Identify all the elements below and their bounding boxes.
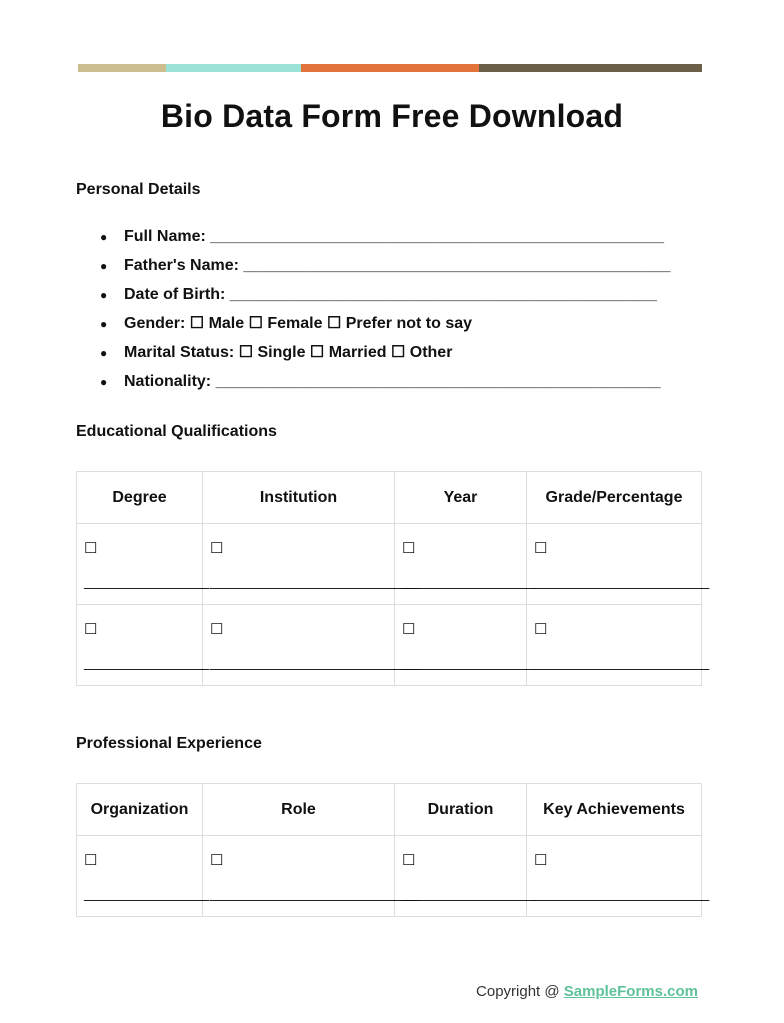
section-heading-education: Educational Qualifications (76, 423, 277, 440)
table-cell[interactable] (203, 524, 419, 605)
checkbox-icon[interactable]: ☐ (210, 621, 224, 638)
table-cell[interactable] (203, 605, 419, 686)
table-header-row (77, 784, 702, 836)
field-label: Marital Status: ☐ Single ☐ Married ☐ Other (124, 344, 453, 361)
color-bar-segment (479, 64, 702, 72)
checkbox-icon[interactable]: ☐ (534, 540, 548, 557)
bullet-icon: ● (100, 288, 108, 302)
field-label: Date of Birth: ________________________________________________ (124, 286, 657, 303)
table-row (77, 605, 702, 686)
table-cell[interactable] (527, 524, 710, 605)
column-header-key-achievements: Key Achievements (527, 784, 702, 836)
table-cell[interactable] (77, 836, 210, 917)
field-label: Nationality: __________________________________________________ (124, 373, 661, 390)
table-cell[interactable] (395, 605, 536, 686)
table-cell[interactable] (395, 524, 536, 605)
column-header-grade: Grade/Percentage (527, 472, 702, 524)
list-item-gender[interactable] (76, 313, 671, 342)
table-header-row (77, 472, 702, 524)
column-header-degree: Degree (77, 472, 203, 524)
blank-line[interactable]: _______________ (84, 885, 210, 902)
field-label: Full Name: ___________________________________________________ (124, 228, 665, 245)
blank-line[interactable]: ________________ (402, 885, 536, 902)
color-bar-segment (166, 64, 301, 72)
checkbox-icon[interactable]: ☐ (210, 540, 224, 557)
bullet-icon: ● (100, 317, 108, 331)
table-cell[interactable] (395, 836, 536, 917)
blank-line[interactable]: _______________ (84, 573, 210, 590)
checkbox-icon[interactable]: ☐ (402, 621, 416, 638)
checkbox-icon[interactable]: ☐ (84, 540, 98, 557)
blank-line[interactable]: ________________ (402, 573, 536, 590)
field-label: Gender: ☐ Male ☐ Female ☐ Prefer not to say (124, 315, 473, 332)
list-item-nationality[interactable] (76, 371, 671, 400)
list-item-full-name[interactable] (76, 226, 671, 255)
table-cell[interactable] (77, 605, 210, 686)
color-bar-segment (78, 64, 166, 72)
list-item-marital-status[interactable] (76, 342, 671, 371)
column-header-institution: Institution (203, 472, 395, 524)
section-heading-personal: Personal Details (76, 181, 201, 198)
field-label: Father's Name: ________________________________________________ (124, 257, 671, 274)
copyright-footer (476, 983, 698, 1000)
decorative-color-bar (78, 64, 702, 72)
table-cell[interactable] (527, 836, 710, 917)
table-cell[interactable] (203, 836, 419, 917)
blank-line[interactable]: _________________________ (210, 654, 419, 671)
column-header-year: Year (395, 472, 527, 524)
blank-line[interactable]: _________________________ (210, 573, 419, 590)
page-title: Bio Data Form Free Download (160, 98, 624, 134)
personal-details-list (76, 226, 671, 400)
blank-line[interactable]: _________________________ (210, 885, 419, 902)
checkbox-icon[interactable]: ☐ (534, 621, 548, 638)
checkbox-icon[interactable]: ☐ (402, 540, 416, 557)
blank-line[interactable]: ________________ (402, 654, 536, 671)
table-cell[interactable] (527, 605, 710, 686)
column-header-duration: Duration (395, 784, 527, 836)
checkbox-icon[interactable]: ☐ (402, 852, 416, 869)
color-bar-segment (301, 64, 479, 72)
checkbox-icon[interactable]: ☐ (534, 852, 548, 869)
brand-link[interactable]: SampleForms.com (563, 983, 698, 1000)
checkbox-icon[interactable]: ☐ (210, 852, 224, 869)
column-header-organization: Organization (77, 784, 203, 836)
checkbox-icon[interactable]: ☐ (84, 621, 98, 638)
table-row (77, 524, 702, 605)
bullet-icon: ● (100, 230, 108, 244)
blank-line[interactable]: _____________________ (534, 885, 710, 902)
blank-line[interactable]: _____________________ (534, 573, 710, 590)
bullet-icon: ● (100, 259, 108, 273)
table-cell[interactable] (77, 524, 210, 605)
bullet-icon: ● (100, 375, 108, 389)
experience-table (76, 783, 710, 917)
education-table (76, 471, 710, 686)
list-item-fathers-name[interactable] (76, 255, 671, 284)
table-row (77, 836, 702, 917)
blank-line[interactable]: _______________ (84, 654, 210, 671)
blank-line[interactable]: _____________________ (534, 654, 710, 671)
column-header-role: Role (203, 784, 395, 836)
bullet-icon: ● (100, 346, 108, 360)
checkbox-icon[interactable]: ☐ (84, 852, 98, 869)
copyright-text: Copyright @ (476, 983, 564, 1000)
list-item-date-of-birth[interactable] (76, 284, 671, 313)
section-heading-experience: Professional Experience (76, 735, 262, 752)
